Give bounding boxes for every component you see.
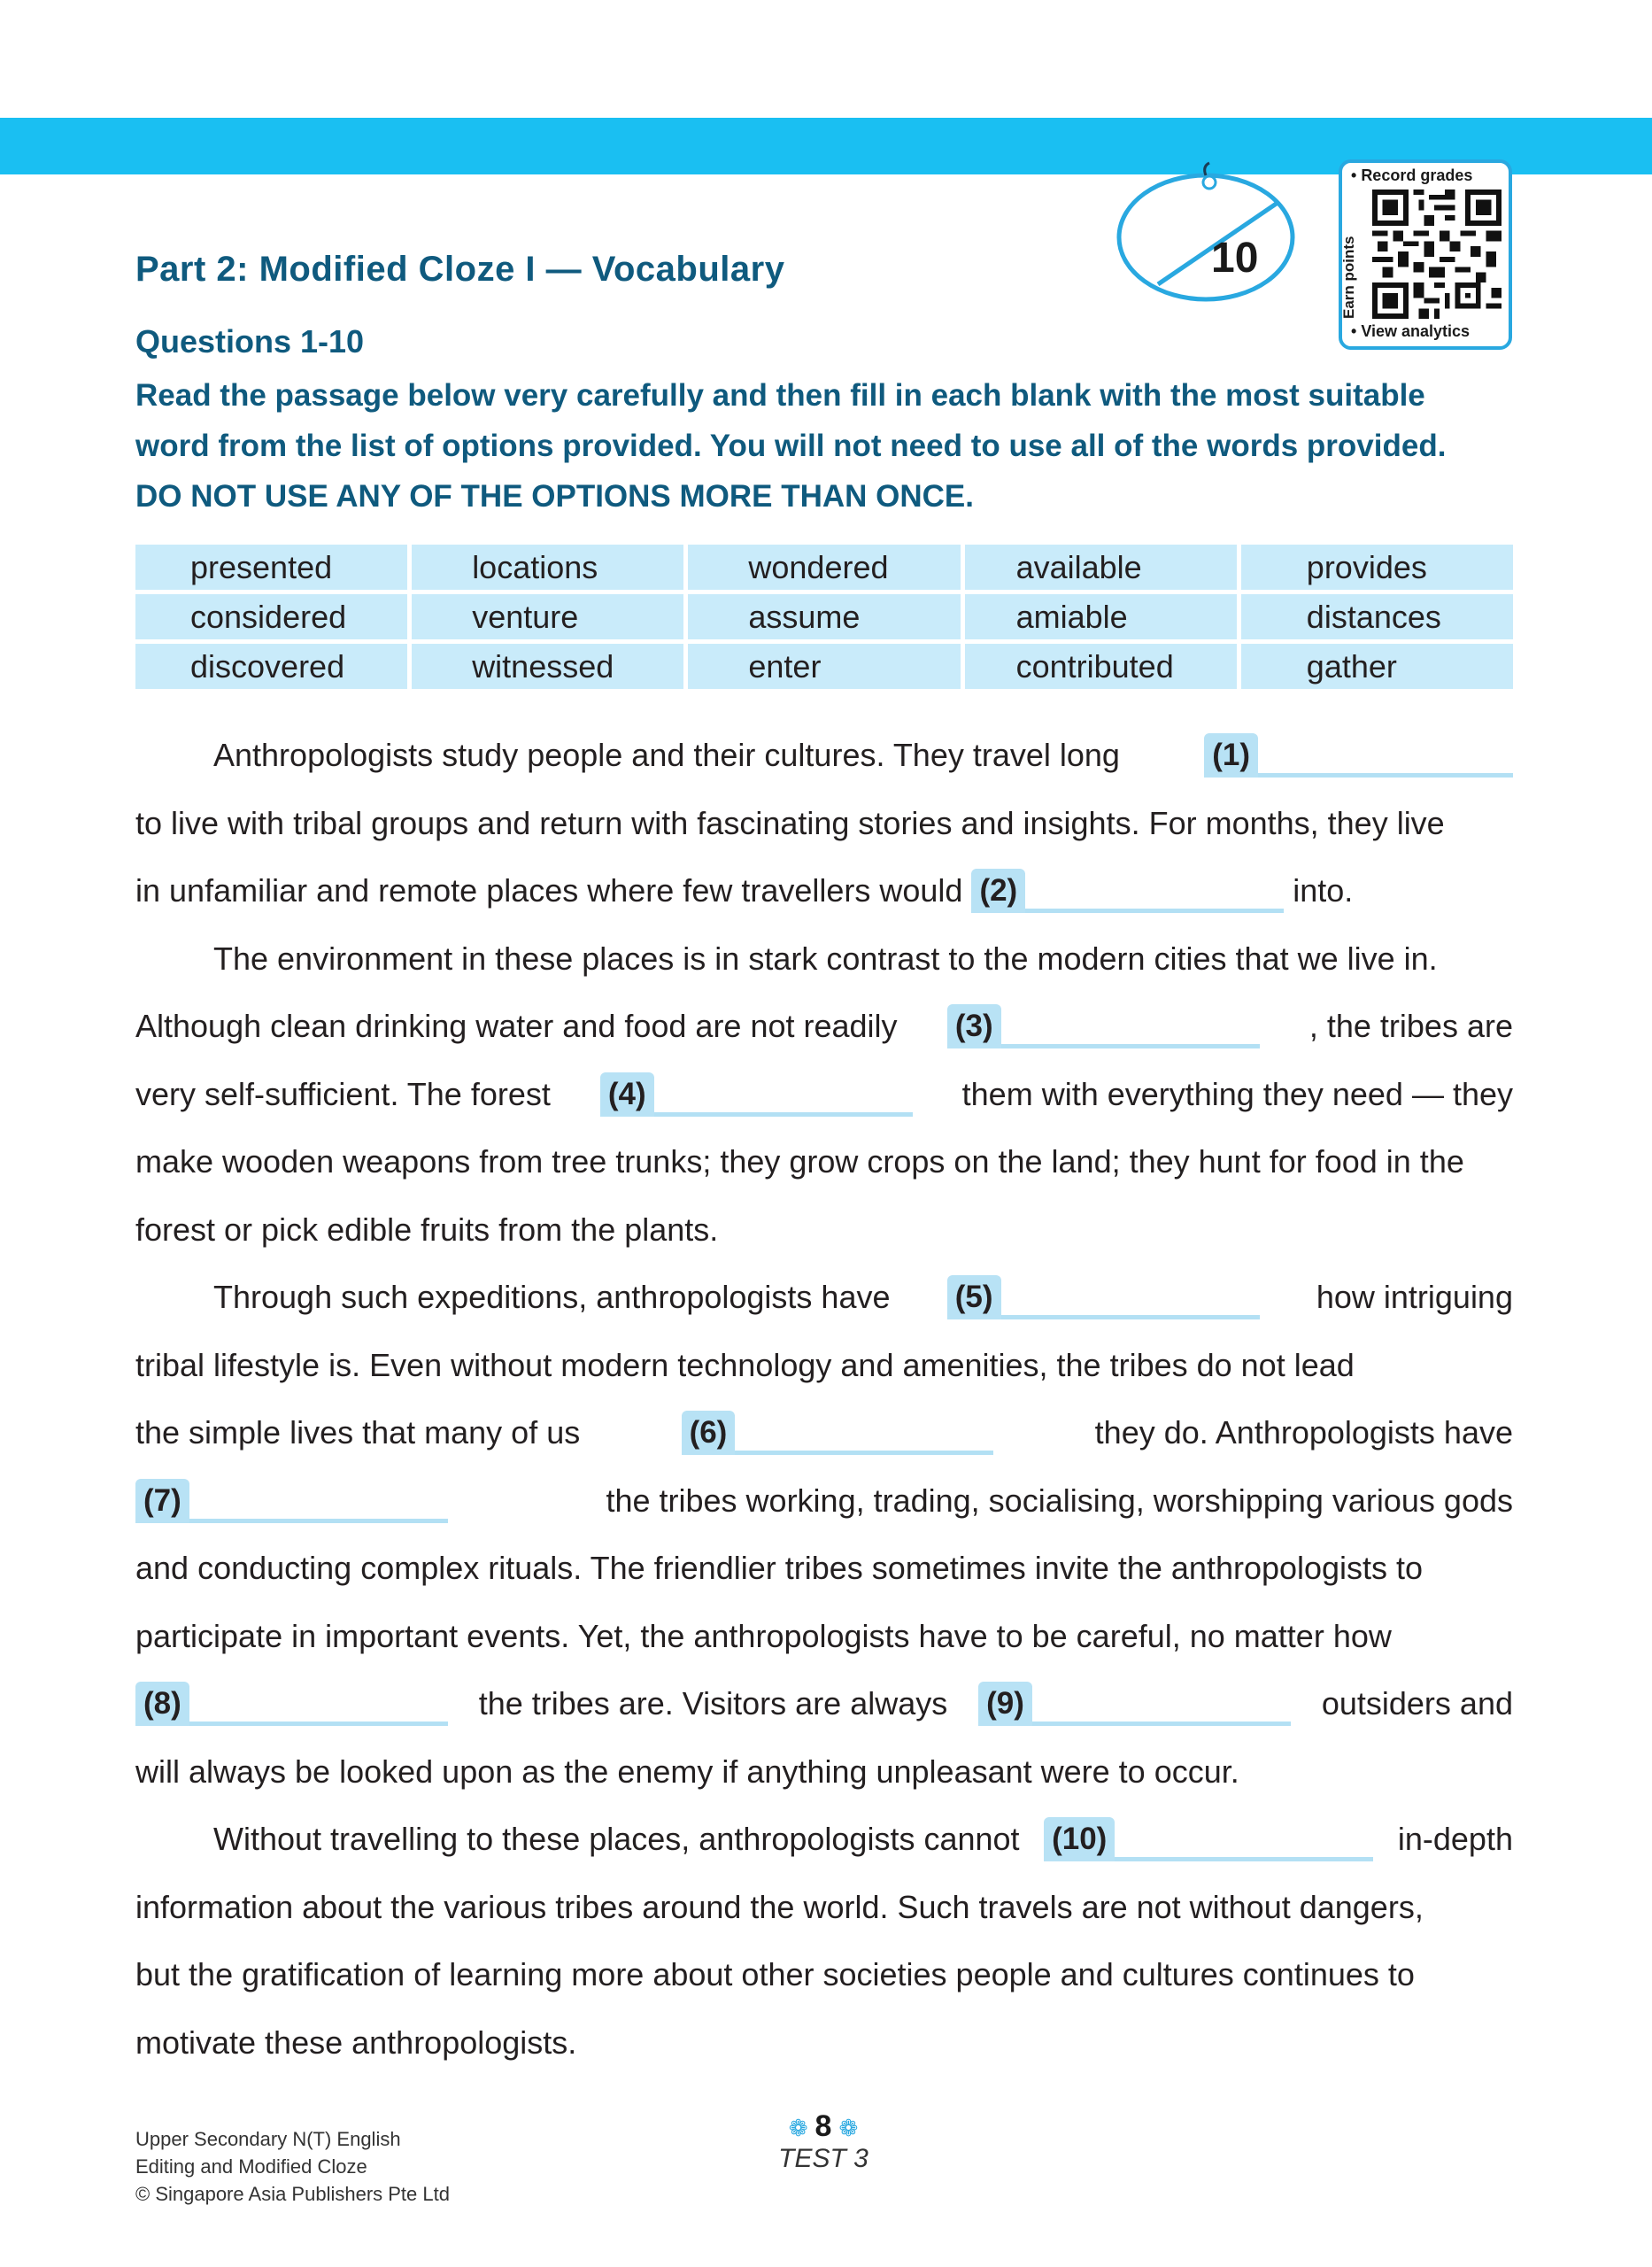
qr-code-box[interactable] [1339,159,1512,350]
word-option: venture [412,594,683,639]
passage-line: Through such expeditions, anthropologists have (5) how intriguing [135,1264,1513,1332]
answer-field[interactable] [1115,1817,1373,1861]
answer-field[interactable] [735,1411,993,1455]
passage-line: Without travelling to these places, anthropologists cannot (10) in-depth [135,1806,1513,1874]
qr-side-label: Earn points [1340,236,1357,319]
answer-field[interactable] [1001,1004,1260,1048]
passage-line: forest or pick edible fruits from the plants. [135,1211,719,1248]
word-option: locations [412,545,683,590]
word-option: considered [135,594,407,639]
blank-3[interactable]: (3) [947,1004,1260,1048]
passage-line: to live with tribal groups and return with fascinating stories and insights. For months, they live [135,804,1445,841]
word-option: assume [688,594,960,639]
instruction-line: DO NOT USE ANY OF THE OPTIONS MORE THAN ONCE. [135,479,974,514]
answer-field[interactable] [189,1479,448,1523]
blank-9[interactable]: (9) [978,1682,1291,1726]
score-total: 10 [1211,235,1259,282]
word-option: enter [688,644,960,689]
instruction-line: Read the passage below very carefully and then fill in each blank with the most suitable [135,378,1425,413]
instructions [135,370,1517,522]
hook-icon: ❁ [788,2115,808,2141]
blank-5[interactable]: (5) [947,1275,1260,1319]
test-label: TEST 3 [778,2144,868,2173]
passage-line: motivate these anthropologists. [135,2023,577,2061]
questions-range: Questions 1-10 [135,323,365,360]
blank-6[interactable]: (6) [682,1411,994,1455]
instruction-line: word from the list of options provided. You will not need to use all of the words provided. [135,429,1447,463]
word-option: discovered [135,644,407,689]
word-option: distances [1241,594,1513,639]
passage-line: Anthropologists study people and their cultures. They travel long (1) [135,722,1513,790]
word-option: wondered [688,545,960,590]
passage-line: participate in important events. Yet, the anthropologists have to be careful, no matter how [135,1617,1392,1654]
passage-line: Although clean drinking water and food are not readily (3) , the tribes are [135,993,1513,1061]
book-info [135,2125,450,2208]
word-option: provides [1241,545,1513,590]
book-subtitle: Editing and Modified Cloze [135,2155,367,2178]
cloze-passage [135,722,1513,2077]
answer-field[interactable] [1032,1682,1291,1726]
page-footer [770,2109,876,2174]
passage-line: (7) the tribes working, trading, socialising, worshipping various gods [135,1467,1513,1536]
page-number: 8 [814,2109,832,2143]
passage-line: but the gratification of learning more about other societies people and cultures continues to [135,1956,1415,1992]
answer-field[interactable] [1025,869,1284,913]
bullet-icon: • [1351,322,1362,340]
word-option: contributed [965,644,1237,689]
blank-10[interactable]: (10) [1044,1817,1373,1861]
score-oval-icon [1114,156,1300,306]
hook-icon: ❁ [838,2115,859,2141]
word-bank-table [135,545,1513,689]
blank-8[interactable]: (8) [135,1682,448,1726]
blank-2[interactable]: (2) [971,869,1284,913]
word-option: amiable [965,594,1237,639]
qr-bottom-label: View analytics [1361,322,1471,340]
word-option: gather [1241,644,1513,689]
passage-line: will always be looked upon as the enemy if anything unpleasant were to occur. [135,1752,1239,1790]
passage-line: information about the various tribes around the world. Such travels are not without dangers, [135,1888,1424,1925]
word-option: witnessed [412,644,683,689]
book-title: Upper Secondary N(T) English [135,2128,401,2150]
blank-1[interactable]: (1) [1204,733,1513,778]
word-option: presented [135,545,407,590]
blank-7[interactable]: (7) [135,1479,448,1523]
passage-line: the simple lives that many of us (6) they do. Anthropologists have [135,1399,1513,1467]
passage-line: (8) the tribes are. Visitors are always (9) outsiders and [135,1670,1513,1738]
word-option: available [965,545,1237,590]
qr-code-icon[interactable] [1372,190,1501,319]
answer-field[interactable] [1258,733,1513,778]
passage-line: and conducting complex rituals. The friendlier tribes sometimes invite the anthropologists to [135,1550,1424,1586]
passage-line: very self-sufficient. The forest (4) them with everything they need — they [135,1061,1513,1129]
answer-field[interactable] [654,1072,913,1117]
passage-line: make wooden weapons from tree trunks; they grow crops on the land; they hunt for food in the [135,1143,1464,1180]
copyright: © Singapore Asia Publishers Pte Ltd [135,2183,450,2205]
section-title: Part 2: Modified Cloze I — Vocabulary [135,250,785,289]
passage-line: tribal lifestyle is. Even without modern technology and amenities, the tribes do not lead [135,1346,1355,1383]
qr-top-label: Record grades [1361,166,1473,184]
score-box [1114,156,1300,306]
passage-line: in unfamiliar and remote places where few travellers would (2) into. [135,857,1513,925]
blank-4[interactable]: (4) [600,1072,913,1117]
passage-line: The environment in these places is in stark contrast to the modern cities that we live in. [213,940,1438,977]
answer-field[interactable] [1001,1275,1260,1319]
answer-field[interactable] [189,1682,448,1726]
bullet-icon: • [1351,166,1362,184]
